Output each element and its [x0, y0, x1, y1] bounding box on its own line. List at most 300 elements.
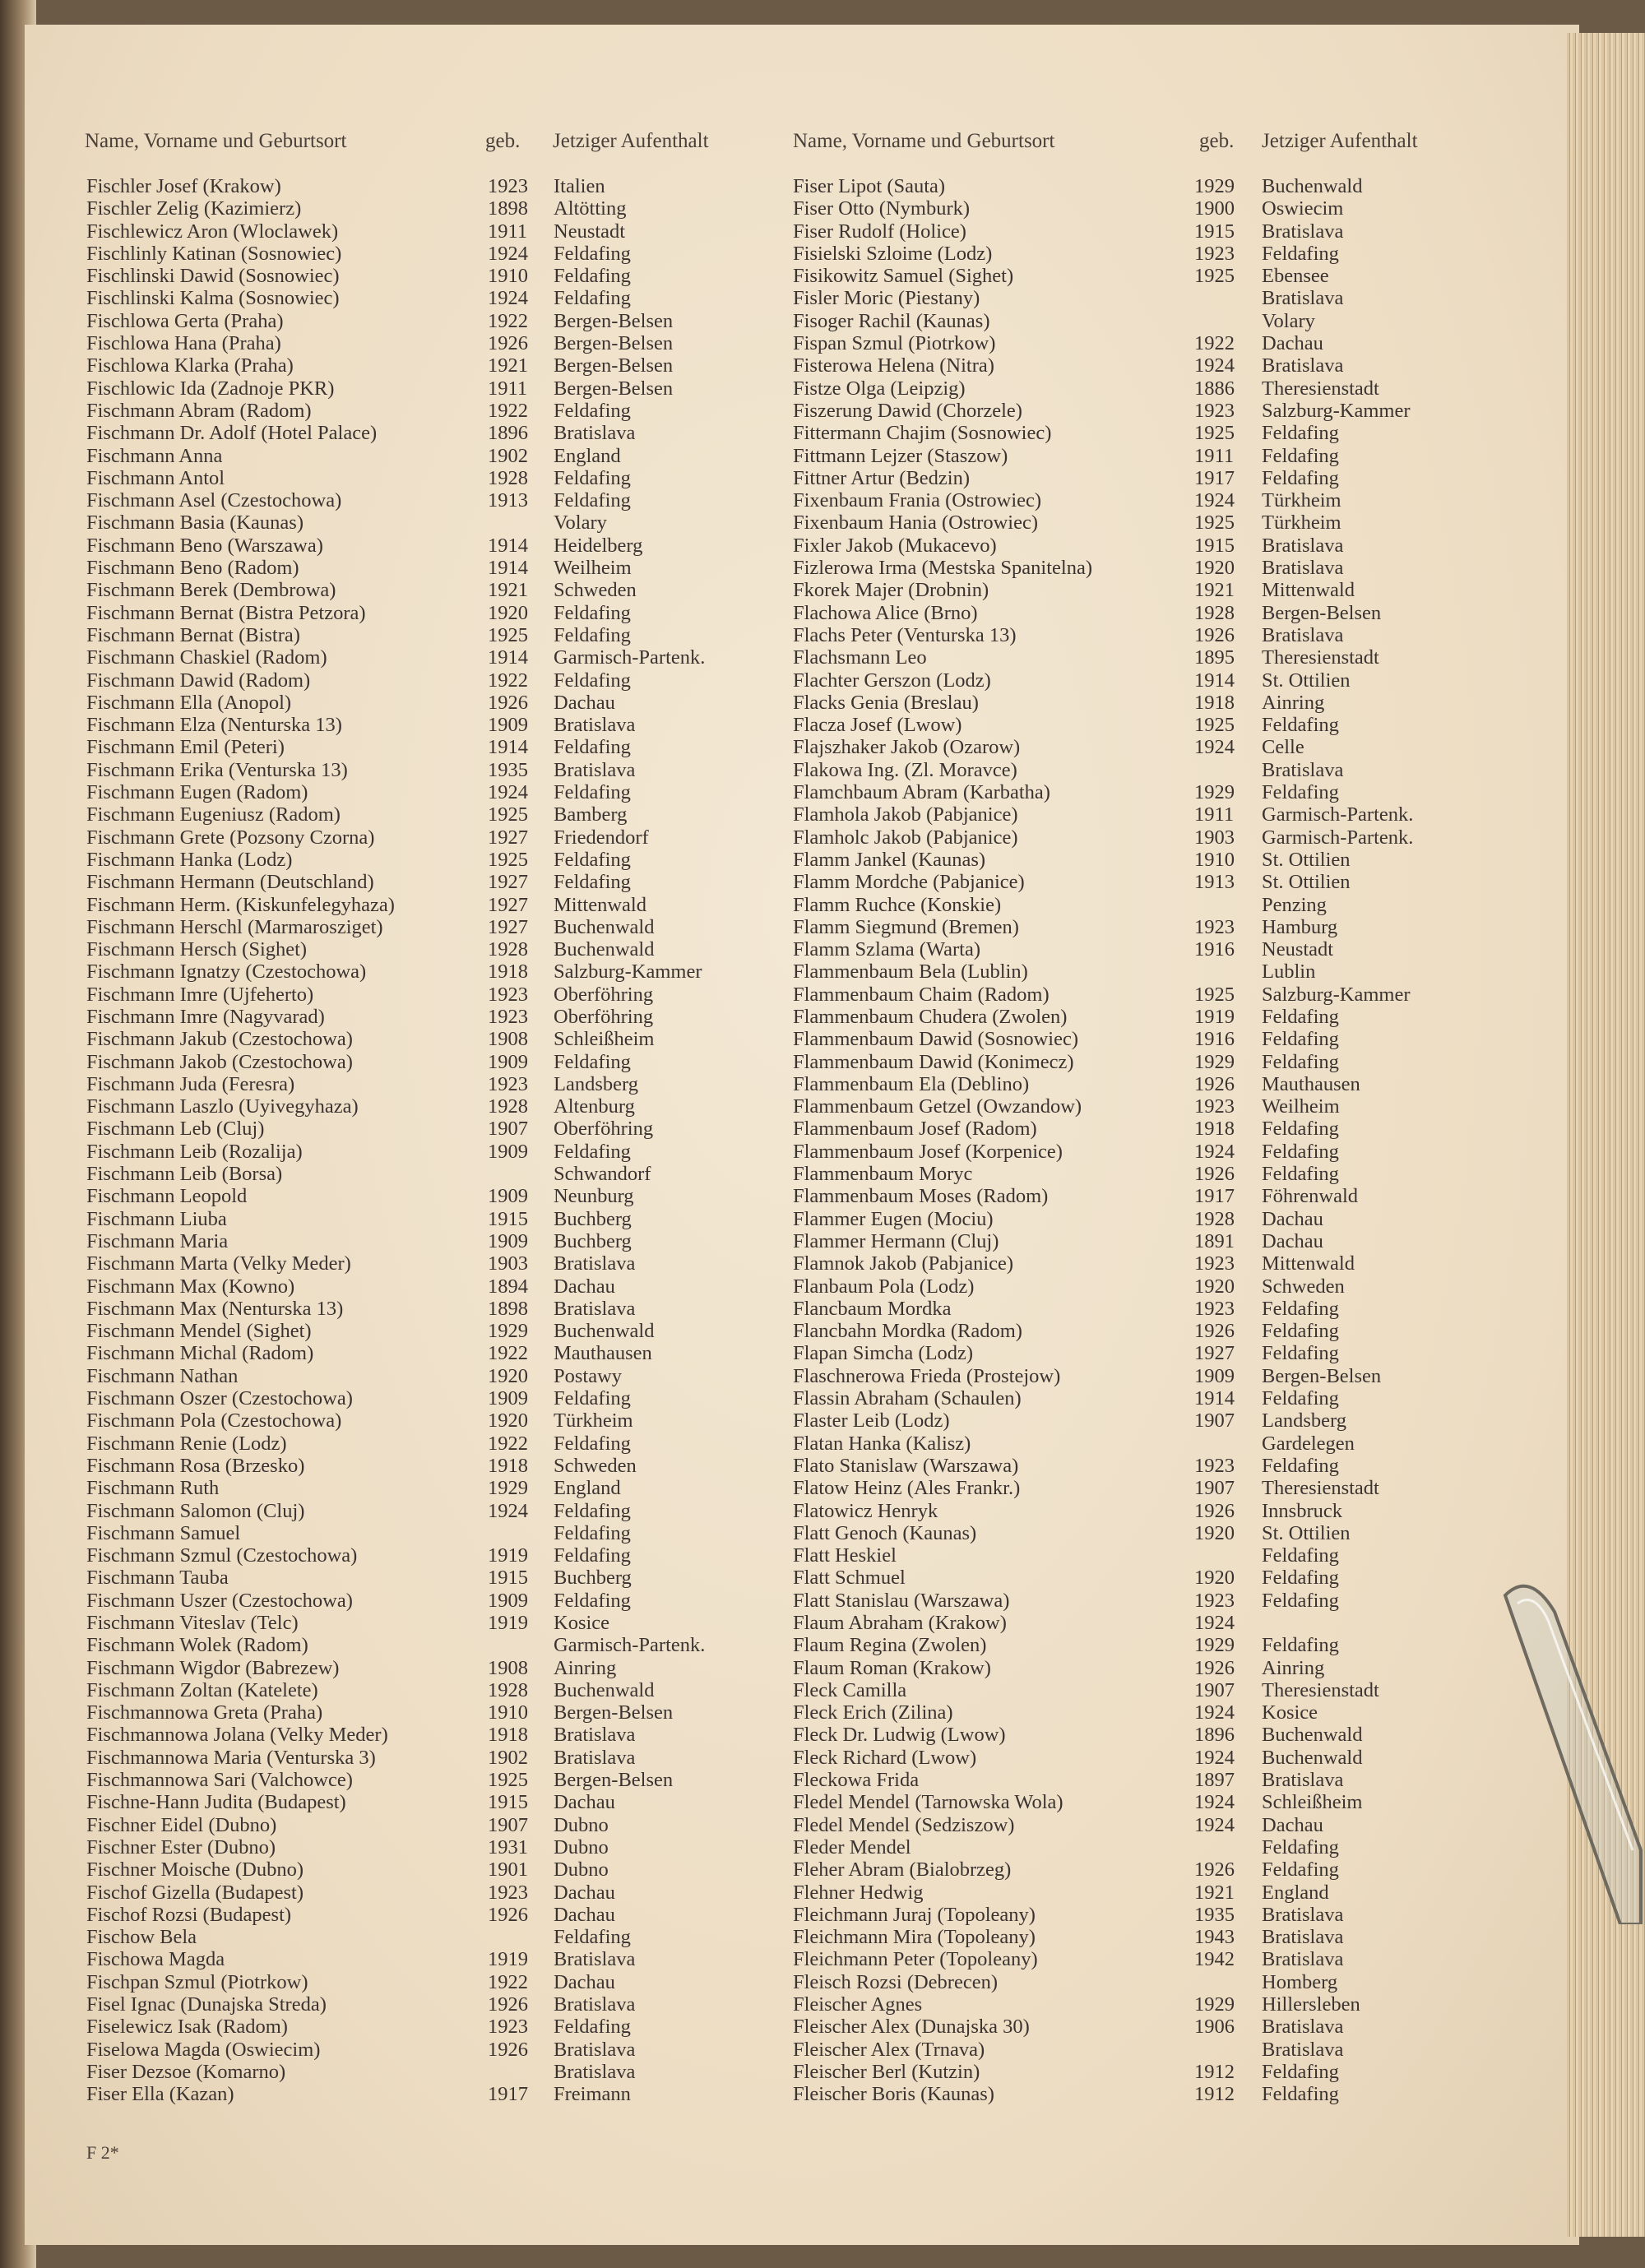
list-entry: [86, 984, 761, 1006]
entry-residence: England: [554, 444, 621, 467]
entry-birth-year: 1918: [1194, 691, 1235, 714]
entry-birth-year: 1943: [1194, 1926, 1235, 1949]
entry-birth-year: 1924: [488, 287, 528, 310]
entry-name: Flachsmann Leo: [793, 646, 927, 669]
entry-residence: Garmisch-Partenk.: [554, 646, 706, 669]
entry-birth-year: 1921: [1194, 579, 1235, 602]
header-born-left: geb.: [485, 130, 521, 152]
entry-residence: Feldafing: [1262, 2060, 1339, 2083]
entry-birth-year: 1926: [1194, 1320, 1235, 1343]
entry-birth-year: 1926: [488, 332, 528, 355]
list-entry: [793, 1993, 1500, 2016]
entry-residence: Buchenwald: [554, 1320, 655, 1343]
entry-name: Fischmannowa Sari (Valchowce): [86, 1769, 353, 1792]
entry-birth-year: 1924: [1194, 354, 1235, 377]
entry-birth-year: 1928: [488, 466, 528, 489]
entry-name: Fischmann Rosa (Brzesko): [86, 1454, 305, 1477]
list-entry: [86, 1724, 761, 1746]
entry-name: Fischmann Basia (Kaunas): [86, 511, 304, 535]
entry-residence: Feldafing: [554, 669, 631, 692]
list-entry: [86, 511, 761, 534]
list-entry: [86, 579, 761, 601]
list-entry: [793, 1185, 1500, 1207]
entry-residence: Bamberg: [554, 803, 628, 826]
list-entry: [793, 1141, 1500, 1163]
entry-residence: Feldafing: [554, 736, 631, 759]
entry-residence: Feldafing: [554, 1387, 631, 1410]
entry-name: Flehner Hedwig: [793, 1881, 924, 1904]
list-entry: [793, 1634, 1500, 1656]
list-entry: [793, 871, 1500, 893]
entry-residence: Feldafing: [1262, 1342, 1339, 1365]
entry-birth-year: 1926: [1194, 1163, 1235, 1186]
entry-birth-year: 1928: [1194, 1207, 1235, 1230]
list-entry: [86, 287, 761, 309]
entry-name: Flatowicz Henryk: [793, 1499, 938, 1522]
entry-residence: Bergen-Belsen: [1262, 601, 1382, 624]
list-entry: [793, 197, 1500, 220]
entry-residence: Landsberg: [1262, 1409, 1346, 1433]
entry-birth-year: 1923: [1194, 399, 1235, 422]
entry-name: Flamholc Jakob (Pabjanice): [793, 826, 1018, 849]
entry-residence: Bratislava: [554, 714, 636, 737]
entry-birth-year: 1917: [1194, 466, 1235, 489]
entry-birth-year: 1902: [488, 444, 528, 467]
entry-name: Flapan Simcha (Lodz): [793, 1342, 974, 1365]
entry-name: Flancbahn Mordka (Radom): [793, 1320, 1022, 1343]
entry-name: Fisel Ignac (Dunajska Streda): [86, 1993, 327, 2016]
entry-name: Fischof Rozsi (Budapest): [86, 1903, 292, 1926]
list-entry: [793, 1433, 1500, 1455]
entry-name: Fiser Lipot (Sauta): [793, 175, 946, 197]
entry-residence: Oberföhring: [554, 983, 654, 1006]
entry-name: Fischmann Oszer (Czestochowa): [86, 1387, 353, 1410]
header-name-right: Name, Vorname und Geburtsort: [793, 130, 1055, 152]
entry-name: Flaum Regina (Zwolen): [793, 1634, 987, 1657]
entry-birth-year: 1919: [488, 1948, 528, 1971]
entry-name: Fischlowic Ida (Zadnoje PKR): [86, 377, 335, 400]
entry-residence: Bratislava: [1262, 623, 1344, 646]
list-entry: [86, 1320, 761, 1342]
entry-birth-year: 1909: [488, 1050, 528, 1073]
entry-birth-year: 1898: [488, 1297, 528, 1320]
list-entry: [793, 1612, 1500, 1634]
list-entry: [793, 1118, 1500, 1140]
entry-name: Fleck Dr. Ludwig (Lwow): [793, 1724, 1006, 1747]
entry-residence: Feldafing: [554, 1544, 631, 1567]
entry-residence: Schwandorf: [554, 1163, 651, 1186]
list-entry: [793, 1365, 1500, 1387]
entry-birth-year: 1928: [488, 1095, 528, 1118]
list-entry: [793, 2016, 1500, 2038]
list-entry: [793, 1590, 1500, 1612]
entry-name: Fischmann Anna: [86, 444, 223, 467]
entry-name: Fischlinski Dawid (Sosnowiec): [86, 265, 340, 288]
entry-name: Flatt Genoch (Kaunas): [793, 1521, 977, 1544]
entry-birth-year: 1897: [1194, 1769, 1235, 1792]
entry-birth-year: 1907: [1194, 1477, 1235, 1500]
entry-birth-year: 1917: [488, 2083, 528, 2106]
entry-residence: Dachau: [554, 1903, 615, 1926]
list-entry: [793, 2061, 1500, 2083]
entry-birth-year: 1914: [1194, 1387, 1235, 1410]
list-entry: [793, 1455, 1500, 1477]
entry-name: Fischler Zelig (Kazimierz): [86, 197, 302, 220]
entry-name: Flato Stanislaw (Warszawa): [793, 1454, 1019, 1477]
list-entry: [793, 1095, 1500, 1118]
list-entry: [793, 759, 1500, 781]
entry-residence: Feldafing: [554, 781, 631, 804]
list-entry: [793, 220, 1500, 243]
entry-residence: Bratislava: [554, 1993, 636, 2016]
entry-name: Flachowa Alice (Brno): [793, 601, 978, 624]
list-entry: [793, 1791, 1500, 1813]
entry-name: Flammenbaum Dawid (Sosnowiec): [793, 1028, 1079, 1051]
entry-name: Flamm Siegmund (Bremen): [793, 915, 1019, 938]
entry-residence: Bratislava: [1262, 354, 1344, 377]
list-entry: [793, 467, 1500, 489]
entry-birth-year: 1925: [488, 623, 528, 646]
entry-residence: St. Ottilien: [1262, 871, 1351, 894]
entry-name: Fischmann Mendel (Sighet): [86, 1320, 312, 1343]
entry-residence: Feldafing: [554, 1050, 631, 1073]
entry-name: Flaum Roman (Krakow): [793, 1656, 991, 1679]
entry-name: Fischler Josef (Krakow): [86, 175, 281, 197]
list-entry: [793, 602, 1500, 624]
list-entry: [793, 1747, 1500, 1769]
entry-birth-year: 1924: [1194, 489, 1235, 512]
list-entry: [86, 669, 761, 692]
entry-name: Fleher Abram (Bialobrzeg): [793, 1858, 1012, 1882]
entry-residence: Feldafing: [554, 848, 631, 871]
entry-birth-year: 1919: [488, 1544, 528, 1567]
entry-birth-year: 1923: [488, 1072, 528, 1095]
entry-birth-year: 1922: [488, 1432, 528, 1455]
list-entry: [86, 1858, 761, 1881]
list-entry: [793, 354, 1500, 377]
list-entry: [86, 1882, 761, 1904]
entry-name: Fischmann Uszer (Czestochowa): [86, 1589, 353, 1612]
entry-birth-year: 1929: [1194, 1634, 1235, 1657]
entry-residence: Bergen-Belsen: [554, 377, 674, 400]
entry-name: Fischmann Pola (Czestochowa): [86, 1409, 342, 1433]
list-entry: [86, 400, 761, 422]
entry-residence: Dubno: [554, 1813, 609, 1836]
entry-name: Fischmann Wigdor (Babrezew): [86, 1656, 340, 1679]
list-entry: [793, 692, 1500, 714]
list-entry: [86, 1612, 761, 1634]
entry-residence: Feldafing: [1262, 1028, 1339, 1051]
list-entry: [86, 175, 761, 197]
list-entry: [86, 602, 761, 624]
entry-residence: Neunburg: [554, 1185, 634, 1208]
list-entry: [86, 1208, 761, 1230]
entry-residence: Friedendorf: [554, 826, 649, 849]
entry-residence: Bratislava: [554, 2060, 636, 2083]
list-entry: [86, 1006, 761, 1028]
entry-name: Flakowa Ing. (Zl. Moravce): [793, 758, 1017, 781]
list-entry: [793, 1230, 1500, 1252]
entry-residence: Garmisch-Partenk.: [1262, 826, 1414, 849]
entry-residence: Bratislava: [1262, 1769, 1344, 1792]
entry-name: Fittner Artur (Bedzin): [793, 466, 971, 489]
entry-residence: Bratislava: [1262, 287, 1344, 310]
entry-name: Fisielski Szloime (Lodz): [793, 242, 993, 265]
entry-residence: Volary: [554, 511, 607, 535]
list-entry: [86, 2039, 761, 2061]
list-entry: [86, 1433, 761, 1455]
entry-birth-year: 1909: [488, 714, 528, 737]
list-entry: [793, 1275, 1500, 1298]
list-entry: [86, 1387, 761, 1409]
entry-residence: Buchenwald: [1262, 1724, 1363, 1747]
list-entry: [86, 422, 761, 444]
entry-birth-year: 1915: [488, 1791, 528, 1814]
entry-name: Fischmann Beno (Radom): [86, 557, 299, 580]
entry-birth-year: 1920: [488, 601, 528, 624]
entry-name: Flamhola Jakob (Pabjanice): [793, 803, 1018, 826]
list-entry: [86, 1904, 761, 1926]
list-entry: [793, 1208, 1500, 1230]
entry-name: Flammenbaum Dawid (Konimecz): [793, 1050, 1074, 1073]
entry-birth-year: 1929: [1194, 781, 1235, 804]
entry-name: Fleder Mendel: [793, 1835, 911, 1858]
entry-name: Fischmann Samuel: [86, 1521, 241, 1544]
entry-birth-year: 1923: [1194, 242, 1235, 265]
list-entry: [793, 1028, 1500, 1050]
entry-residence: Freimann: [554, 2083, 631, 2106]
entry-birth-year: 1903: [488, 1252, 528, 1275]
list-entry: [793, 175, 1500, 197]
list-entry: [793, 422, 1500, 444]
list-entry: [86, 759, 761, 781]
list-entry: [793, 1724, 1500, 1746]
entry-birth-year: 1921: [488, 354, 528, 377]
entry-birth-year: 1922: [488, 669, 528, 692]
entry-birth-year: 1935: [488, 758, 528, 781]
entry-birth-year: 1891: [1194, 1229, 1235, 1252]
entry-name: Fleichmann Mira (Topoleany): [793, 1926, 1036, 1949]
entry-name: Fisikowitz Samuel (Sighet): [793, 265, 1014, 288]
list-entry: [793, 1387, 1500, 1409]
list-entry: [793, 557, 1500, 579]
entry-residence: Theresienstadt: [1262, 646, 1379, 669]
entry-name: Fleischer Agnes: [793, 1993, 923, 2016]
entry-birth-year: 1923: [488, 1881, 528, 1904]
list-entry: [86, 1948, 761, 1970]
entry-birth-year: 1926: [1194, 1858, 1235, 1882]
entry-name: Fleichmann Juraj (Topoleany): [793, 1903, 1036, 1926]
entry-name: Fischof Gizella (Budapest): [86, 1881, 304, 1904]
entry-birth-year: 1917: [1194, 1185, 1235, 1208]
entry-residence: Kosice: [554, 1612, 610, 1634]
entry-residence: Feldafing: [1262, 1589, 1339, 1612]
header-name-left: Name, Vorname und Geburtsort: [85, 130, 347, 152]
entry-residence: Dachau: [554, 1881, 615, 1904]
entry-name: Fischner Eidel (Dubno): [86, 1813, 277, 1836]
entry-birth-year: 1923: [1194, 1252, 1235, 1275]
entry-birth-year: 1913: [488, 489, 528, 512]
list-entry: [793, 1342, 1500, 1364]
entry-birth-year: 1924: [1194, 1612, 1235, 1634]
entry-name: Fischmann Leib (Rozalija): [86, 1140, 303, 1163]
entry-birth-year: 1894: [488, 1275, 528, 1298]
list-entry: [86, 243, 761, 265]
list-entry: [793, 243, 1500, 265]
entry-residence: Buchberg: [554, 1229, 632, 1252]
entry-residence: Türkheim: [554, 1409, 633, 1433]
entry-residence: Bratislava: [554, 1948, 636, 1971]
list-entry: [86, 1814, 761, 1836]
entry-residence: Buchenwald: [1262, 175, 1363, 197]
entry-name: Flammer Hermann (Cluj): [793, 1229, 999, 1252]
entry-residence: Dachau: [1262, 332, 1323, 355]
entry-birth-year: 1926: [488, 691, 528, 714]
entry-residence: Dachau: [1262, 1229, 1323, 1252]
list-entry: [793, 826, 1500, 849]
list-entry: [793, 1544, 1500, 1567]
entry-name: Fischmann Antol: [86, 466, 225, 489]
list-entry: [793, 736, 1500, 758]
entry-residence: Salzburg-Kammer: [1262, 983, 1411, 1006]
list-entry: [793, 624, 1500, 646]
list-entry: [793, 1320, 1500, 1342]
entry-residence: Buchberg: [554, 1207, 632, 1230]
entry-name: Fischmannowa Maria (Venturska 3): [86, 1746, 376, 1769]
entry-residence: Bergen-Belsen: [554, 332, 674, 355]
entry-name: Flamnok Jakob (Pabjanice): [793, 1252, 1014, 1275]
list-entry: [86, 197, 761, 220]
entry-residence: Bratislava: [1262, 1948, 1344, 1971]
entry-residence: Bergen-Belsen: [554, 1769, 674, 1792]
entry-residence: Buchenwald: [554, 1678, 655, 1701]
entry-residence: St. Ottilien: [1262, 1521, 1351, 1544]
list-entry: [86, 467, 761, 489]
list-entry: [86, 2083, 761, 2105]
entry-name: Fischmann Nathan: [86, 1364, 239, 1387]
entry-residence: Bratislava: [1262, 1926, 1344, 1949]
entry-residence: Lublin: [1262, 960, 1316, 984]
entry-birth-year: 1896: [1194, 1724, 1235, 1747]
list-entry: [793, 916, 1500, 938]
entry-name: Flammenbaum Chaim (Radom): [793, 983, 1050, 1006]
entry-birth-year: 1923: [488, 2016, 528, 2039]
entry-birth-year: 1911: [488, 220, 528, 243]
entry-name: Fischmann Jakub (Czestochowa): [86, 1028, 353, 1051]
entry-residence: Dubno: [554, 1858, 609, 1882]
entry-residence: Ainring: [1262, 1656, 1325, 1679]
entry-birth-year: 1927: [488, 871, 528, 894]
list-entry: [793, 1298, 1500, 1320]
entry-birth-year: 1918: [488, 960, 528, 984]
entry-birth-year: 1923: [1194, 1297, 1235, 1320]
entry-name: Fischmann Max (Kowno): [86, 1275, 295, 1298]
list-entry: [86, 1163, 761, 1185]
entry-residence: Föhrenwald: [1262, 1185, 1359, 1208]
entry-name: Fischmann Hermann (Deutschland): [86, 871, 374, 894]
entry-residence: Feldafing: [1262, 1140, 1339, 1163]
entry-name: Fischlowa Gerta (Praha): [86, 309, 284, 332]
entry-residence: Feldafing: [1262, 1320, 1339, 1343]
entry-residence: Landsberg: [554, 1072, 638, 1095]
entry-birth-year: 1921: [488, 579, 528, 602]
list-entry: [86, 1141, 761, 1163]
entry-name: Fischmann Ella (Anopol): [86, 691, 292, 714]
entry-name: Fischmann Eugen (Radom): [86, 781, 308, 804]
entry-name: Fledel Mendel (Tarnowska Wola): [793, 1791, 1063, 1814]
list-entry: [793, 1769, 1500, 1791]
entry-name: Fischmann Liuba: [86, 1207, 227, 1230]
entry-name: Fischmann Hersch (Sighet): [86, 938, 308, 961]
entry-name: Fischmann Elza (Nenturska 13): [86, 714, 342, 737]
entry-birth-year: 1929: [488, 1320, 528, 1343]
entry-name: Fleck Richard (Lwow): [793, 1746, 977, 1769]
entry-name: Flacks Genia (Breslau): [793, 691, 979, 714]
entry-residence: Schweden: [1262, 1275, 1345, 1298]
entry-name: Fischmann Max (Nenturska 13): [86, 1297, 344, 1320]
entry-residence: Mauthausen: [554, 1342, 652, 1365]
entry-residence: Feldafing: [554, 287, 631, 310]
entry-name: Fischowa Magda: [86, 1948, 225, 1971]
entry-residence: Heidelberg: [554, 534, 643, 557]
entry-residence: Feldafing: [1262, 1634, 1339, 1657]
entry-birth-year: 1925: [488, 1769, 528, 1792]
list-entry: [86, 535, 761, 557]
entry-residence: Ebensee: [1262, 265, 1329, 288]
entry-name: Fischmann Leopold: [86, 1185, 248, 1208]
entry-name: Fischmann Imre (Nagyvarad): [86, 1005, 325, 1028]
entry-residence: Bratislava: [1262, 2038, 1344, 2061]
list-entry: [793, 2083, 1500, 2105]
glass-shard-object: [1497, 1579, 1645, 1924]
list-entry: [86, 2061, 761, 2083]
entry-name: Fiser Dezsoe (Komarno): [86, 2060, 286, 2083]
entry-name: Fischmann Juda (Feresra): [86, 1072, 295, 1095]
list-entry: [793, 535, 1500, 557]
entry-name: Flancbaum Mordka: [793, 1297, 952, 1320]
entry-name: Fischmann Viteslav (Telc): [86, 1612, 299, 1634]
list-entry: [86, 781, 761, 803]
entry-name: Fischmann Emil (Peteri): [86, 736, 285, 759]
entry-residence: Bratislava: [554, 1252, 636, 1275]
list-entry: [86, 1993, 761, 2016]
list-entry: [86, 1971, 761, 1993]
list-entry: [793, 803, 1500, 826]
entry-birth-year: 1911: [1194, 444, 1235, 467]
entry-name: Fischmann Hanka (Lodz): [86, 848, 293, 871]
entry-birth-year: 1927: [488, 915, 528, 938]
entry-birth-year: 1908: [488, 1656, 528, 1679]
entry-birth-year: 1901: [488, 1858, 528, 1882]
entry-name: Fischmannowa Greta (Praha): [86, 1701, 323, 1724]
entry-birth-year: 1907: [1194, 1678, 1235, 1701]
entry-birth-year: 1900: [1194, 197, 1235, 220]
entry-name: Flammenbaum Josef (Radom): [793, 1118, 1037, 1141]
entry-birth-year: 1926: [488, 2038, 528, 2061]
list-entry: [793, 669, 1500, 692]
entry-residence: Neustadt: [1262, 938, 1334, 961]
list-entry: [793, 1163, 1500, 1185]
entry-birth-year: 1922: [488, 309, 528, 332]
entry-birth-year: 1907: [488, 1118, 528, 1141]
entry-birth-year: 1929: [1194, 1993, 1235, 2016]
entry-name: Fleischer Boris (Kaunas): [793, 2083, 994, 2106]
entry-birth-year: 1896: [488, 422, 528, 445]
entry-residence: Feldafing: [1262, 1835, 1339, 1858]
entry-residence: Bergen-Belsen: [554, 309, 674, 332]
entry-residence: Dachau: [554, 691, 615, 714]
entry-birth-year: 1923: [1194, 1454, 1235, 1477]
